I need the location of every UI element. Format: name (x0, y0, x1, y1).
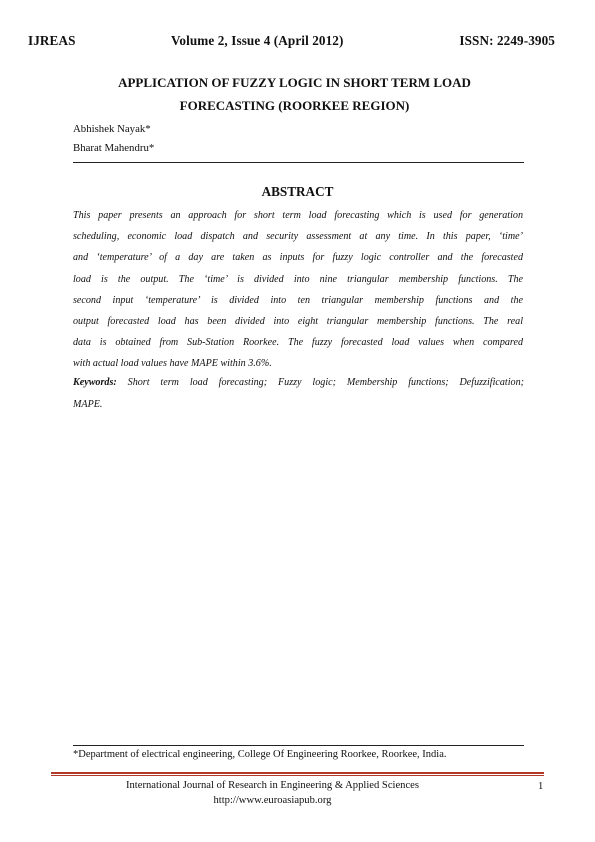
volume-issue: Volume 2, Issue 4 (April 2012) (171, 33, 344, 48)
abstract-line: and ‘temperature’ of a day are taken as inputs for fuzzy logic controller and the forecasted (73, 252, 523, 264)
abstract-line: data is obtained from Sub-Station Roorkee. The fuzzy forecasted load values when compared (73, 337, 523, 349)
author-2: Bharat Mahendru* (73, 142, 155, 154)
affiliation-footnote: *Department of electrical engineering, College Of Engineering Roorkee, Roorkee, India. (73, 749, 447, 760)
author-1: Abhishek Nayak* (73, 123, 151, 135)
keywords-line-2: MAPE. (73, 398, 103, 410)
journal-abbreviation: IJREAS (28, 33, 76, 48)
abstract-body (73, 205, 523, 375)
title-line-1: APPLICATION OF FUZZY LOGIC IN SHORT TERM LOAD (118, 75, 471, 90)
abstract-line: load is the output. The ‘time’ is divided into nine triangular membership functions. The (73, 273, 523, 285)
abstract-line: second input ‘temperature’ is divided into ten triangular membership functions and the (73, 294, 523, 306)
footnote-divider (73, 745, 524, 746)
title-line-2: FORECASTING (ROORKEE REGION) (179, 98, 410, 113)
page-number: 1 (538, 781, 544, 792)
title-divider (73, 162, 524, 163)
abstract-line: This paper presents an approach for short term load forecasting which is used for generation (73, 210, 523, 221)
keywords-line-1 (73, 372, 524, 394)
footer-journal-name: International Journal of Research in Engineering & Applied Sciences (125, 780, 419, 791)
abstract-line: with actual load values have MAPE within 3.6%. (73, 358, 272, 370)
issn: ISSN: 2249-3905 (459, 33, 555, 48)
abstract-line: output forecasted load has been divided into eight triangular membership functions. The real (73, 315, 523, 327)
keywords-label: Keywords: (73, 377, 117, 388)
abstract-heading: ABSTRACT (261, 184, 334, 199)
footer-rule-thin (51, 775, 544, 776)
keywords (73, 372, 524, 415)
footer-rule-thick (51, 772, 544, 774)
keywords-text: Short term load forecasting; Fuzzy logic; Membership functions; Defuzzification; (116, 377, 524, 388)
abstract-line: scheduling, economic load dispatch and security assessment at any time. In this paper, ‘time’ (73, 231, 523, 243)
footer-url[interactable]: http://www.euroasiapub.org (213, 795, 332, 806)
